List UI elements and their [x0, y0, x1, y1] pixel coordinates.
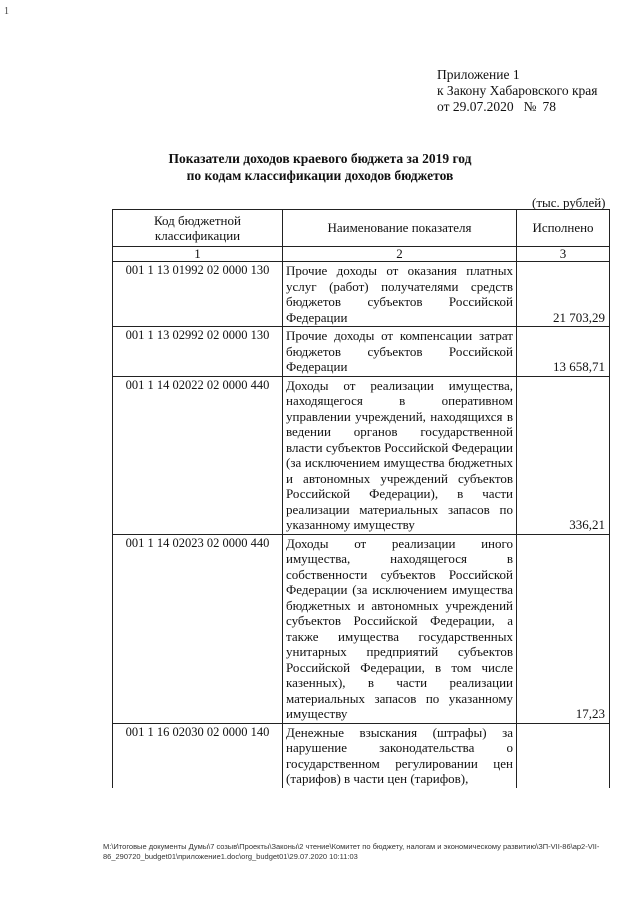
corner-mark: 1: [4, 6, 9, 17]
header-executed: Исполнено: [517, 210, 610, 247]
header-name: Наименование показателя: [283, 210, 517, 247]
law-number: 78: [542, 99, 556, 114]
title-line-1: Показатели доходов краевого бюджета за 2019 год: [168, 151, 472, 166]
executed-amount: 17,23: [517, 534, 610, 723]
appendix-line-2: к Закону Хабаровского края: [437, 83, 598, 98]
document-title: [0, 150, 640, 184]
budget-code: 001 1 14 02022 02 0000 440: [113, 376, 283, 534]
indicator-name: Доходы от реализации иного имущества, находящегося в собственности субъектов Российской Федерации (за исключением имущества бюджетных и автономных учреждений субъектов Российской Федерации, а также имущества государственных унитарных предприятий субъектов Российской Федерации, в том числе казенных), в части реализации материальных запасов по указанному имуществу: [283, 534, 517, 723]
appendix-line-3: [437, 99, 598, 115]
title-line-2: по кодам классификации доходов бюджетов: [186, 168, 454, 183]
indicator-name: Прочие доходы от компенсации затрат бюджетов субъектов Российской Федерации: [283, 327, 517, 377]
budget-code: 001 1 16 02030 02 0000 140: [113, 723, 283, 788]
indicator-name: Прочие доходы от оказания платных услуг (работ) получателями средств бюджетов субъектов Российской Федерации: [283, 262, 517, 327]
revenue-table: [112, 209, 610, 788]
table-row: [113, 723, 610, 788]
number-sign: №: [523, 99, 537, 114]
executed-amount: [517, 723, 610, 788]
column-number-row: [113, 247, 610, 262]
footer-line-1: M:\Итоговые документы Думы\7 созыв\Проекты\Законы\2 чтение\Комитет по бюджету, налогам и экономическому развитию\ЗП-VII-86\ap2-VII-: [103, 842, 600, 851]
executed-amount: 13 658,71: [517, 327, 610, 377]
header-code: Код бюджетной классификации: [113, 210, 283, 247]
budget-code: 001 1 14 02023 02 0000 440: [113, 534, 283, 723]
unit-label: (тыс. рублей): [532, 195, 606, 210]
table-row: [113, 262, 610, 327]
budget-code: 001 1 13 01992 02 0000 130: [113, 262, 283, 327]
table-row: [113, 376, 610, 534]
table-row: [113, 327, 610, 377]
appendix-header: [437, 67, 598, 115]
appendix-line-1: Приложение 1: [437, 67, 520, 82]
column-number: 2: [283, 247, 517, 262]
column-number: 3: [517, 247, 610, 262]
budget-code: 001 1 13 02992 02 0000 130: [113, 327, 283, 377]
footer-line-2: 86_290720_budget01\приложение1.doc\org_budget01\29.07.2020 10:11:03: [103, 852, 358, 861]
file-path-footer: [103, 842, 613, 862]
indicator-name: Доходы от реализации имущества, находящегося в оперативном управлении учреждений, находящихся в ведении органов государственной власти субъектов Российской Федерации (за исключением имущества бюджетных и автономных учреждений субъектов Российской Федерации), в части реализации материальных запасов по указанному имуществу: [283, 376, 517, 534]
executed-amount: 21 703,29: [517, 262, 610, 327]
column-number: 1: [113, 247, 283, 262]
executed-amount: 336,21: [517, 376, 610, 534]
table-row: [113, 534, 610, 723]
table-header-row: [113, 210, 610, 247]
appendix-date: от 29.07.2020: [437, 99, 514, 114]
indicator-name: Денежные взыскания (штрафы) за нарушение законодательства о государственном регулировании цен (тарифов) в части цен (тарифов),: [283, 723, 517, 788]
